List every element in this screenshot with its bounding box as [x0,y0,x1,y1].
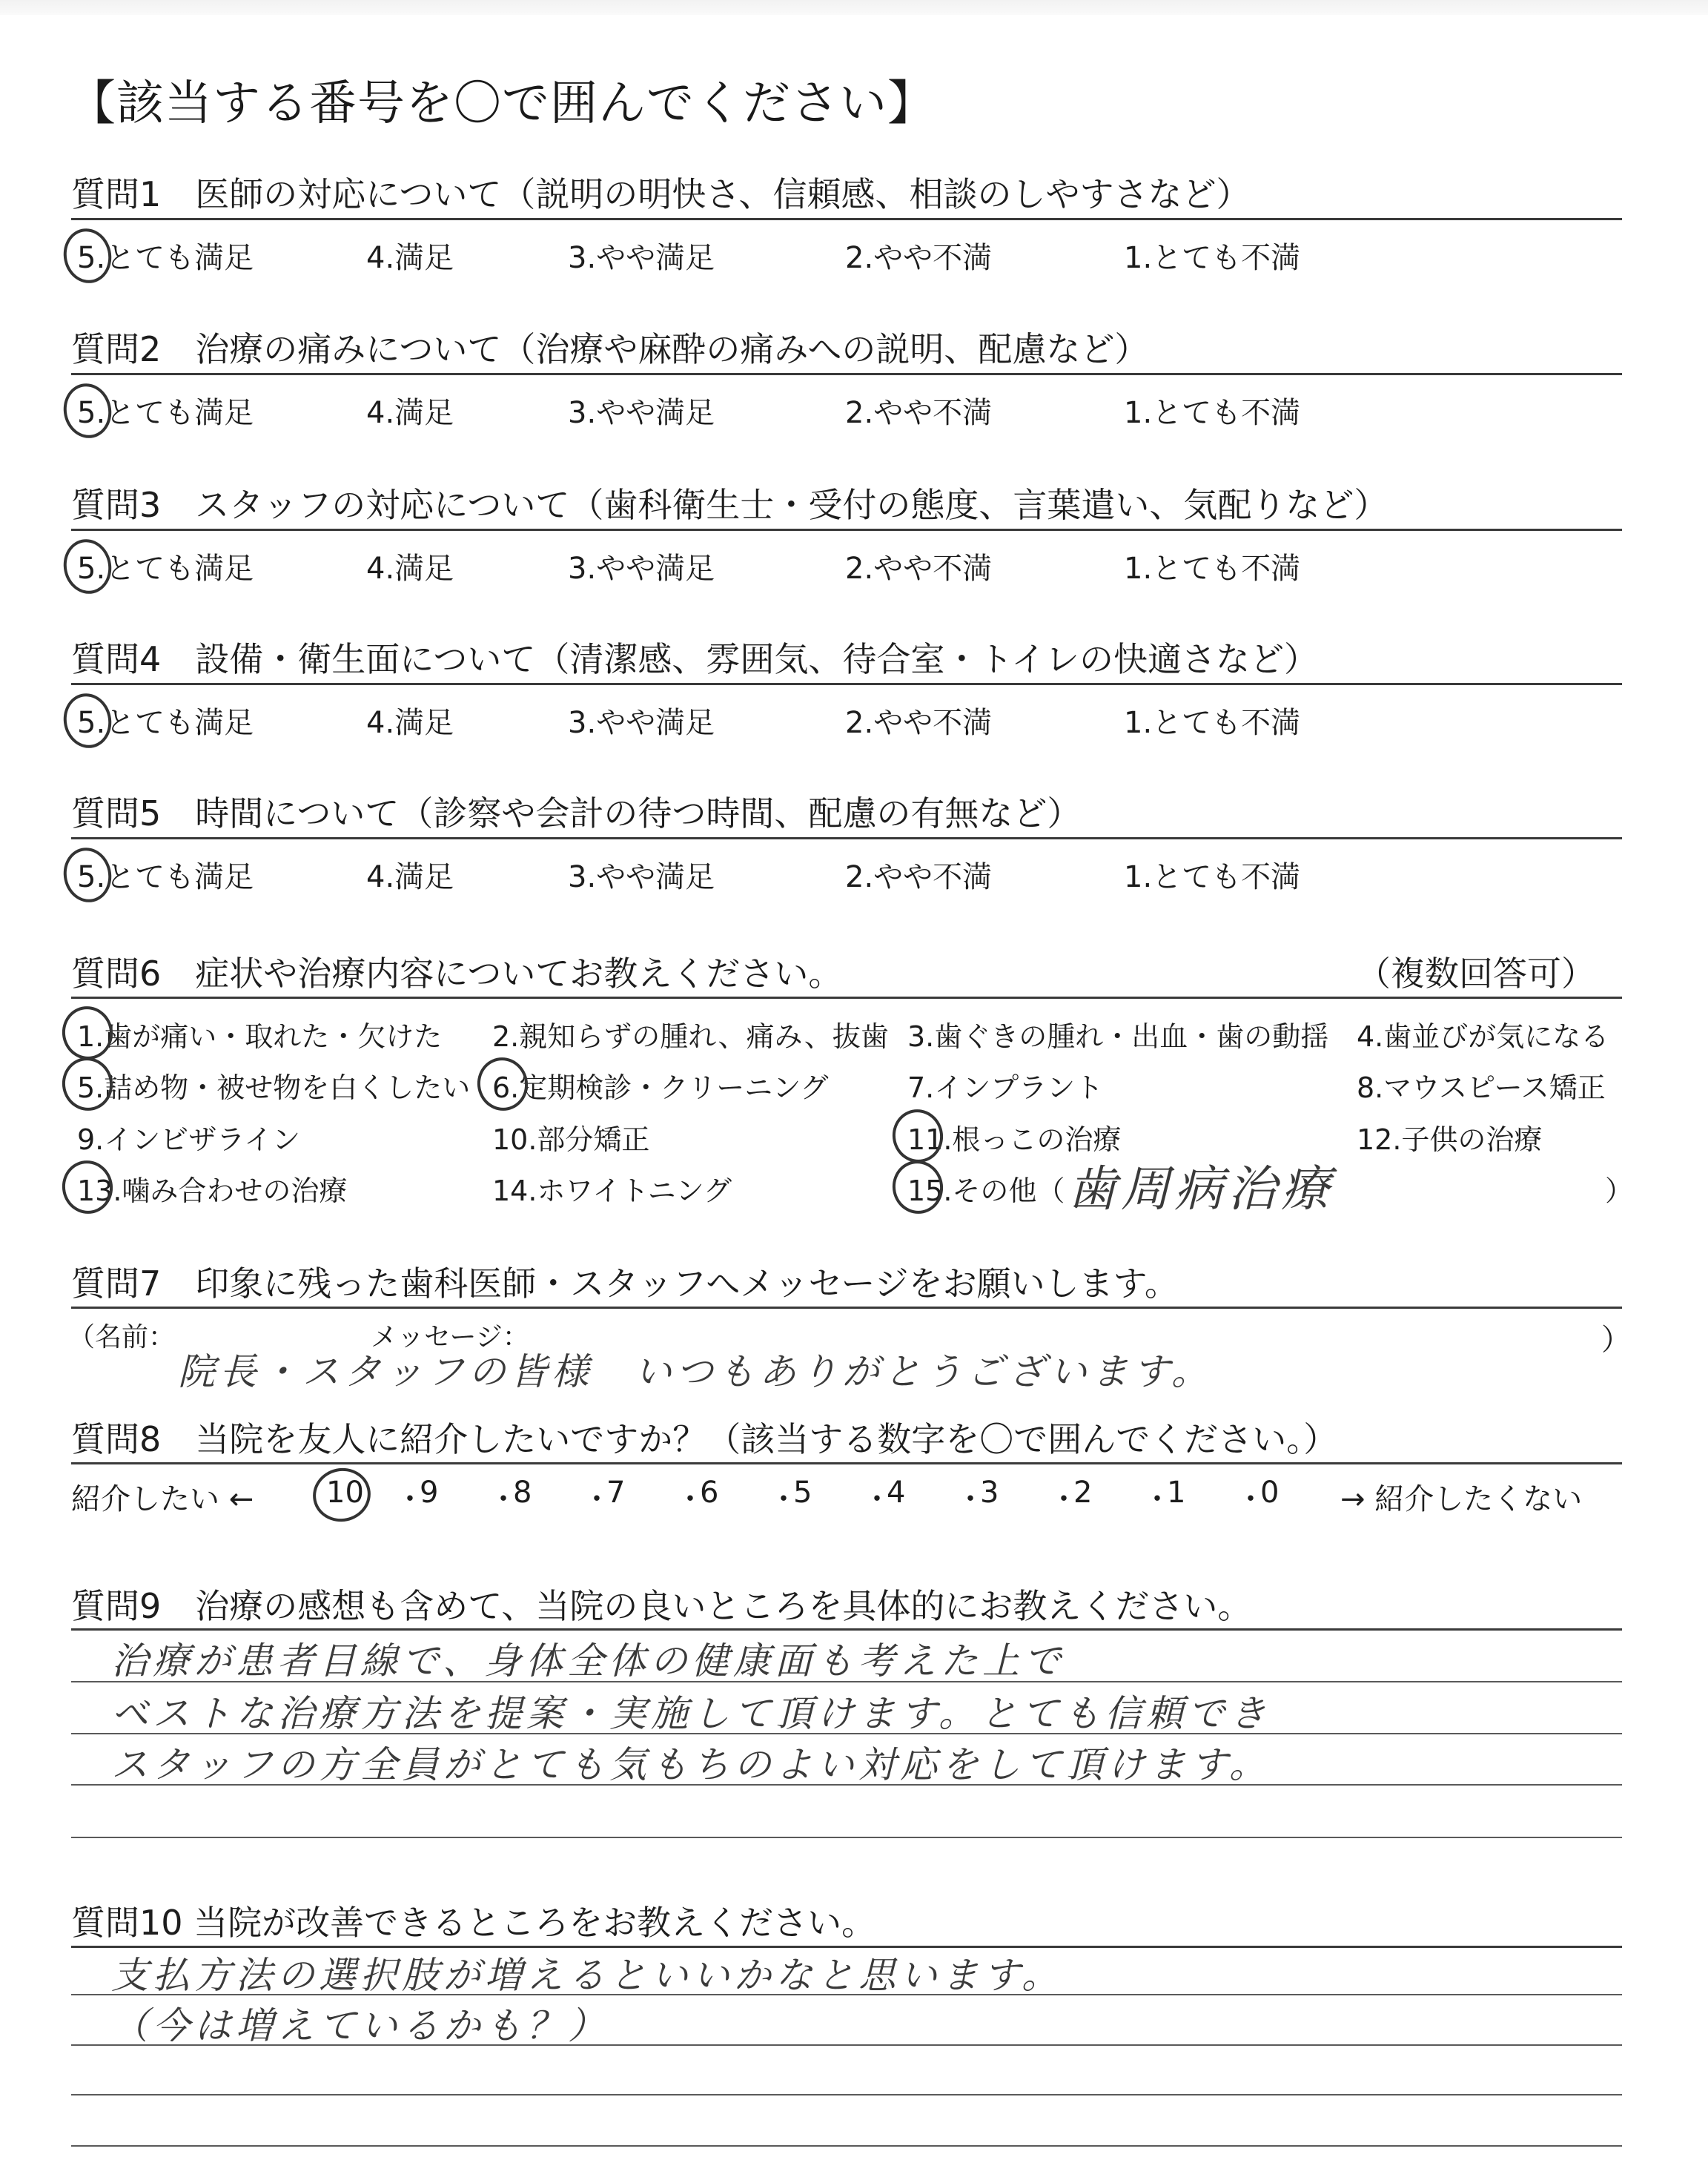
q7-name-label: （名前： [68,1322,176,1353]
q8-scale-dot: ・ [395,1482,425,1516]
q6-selection-circle [887,1105,947,1168]
q8-right-label: → 紹介したくない [1340,1482,1583,1516]
answer-circle [59,535,116,598]
answer-circle [59,843,116,907]
scan-top-edge [0,0,1708,15]
q8-scale-number: 1 [1167,1476,1186,1510]
q6-option: 1.歯が痛い・取れた・欠けた [77,1020,443,1053]
q6-option: 8.マウスピース矯正 [1357,1071,1606,1104]
q8-scale-dot: ・ [675,1482,705,1516]
q6-option: 11.根っこの治療 [907,1123,1122,1156]
q9-rule [71,1628,1622,1631]
q8-scale-number: 5 [793,1476,812,1510]
q8-scale-dot: ・ [582,1482,612,1516]
answer-option: 5.とても満足 [77,860,254,894]
question-title: 質問4 設備・衛生面について（清潔感、雰囲気、待合室・トイレの快適さなど） [71,639,1319,679]
answer-option: 5.とても満足 [77,552,254,586]
question-title: 質問1 医師の対応について（説明の明快さ、信頼感、相談のしやすさなど） [71,174,1251,214]
answer-option: 1.とても不満 [1124,552,1301,586]
question-rule [71,218,1622,220]
q6-option: 12.子供の治療 [1357,1123,1543,1156]
q6-option: 3.歯ぐきの腫れ・出血・歯の動揺 [907,1020,1329,1053]
q6-option: 5.詰め物・被せ物を白くしたい [77,1071,471,1104]
answer-option: 2.やや不満 [845,552,993,586]
writing-line [71,1837,1622,1838]
q8-scale-number: 2 [1073,1476,1093,1510]
q6-option: 10.部分矯正 [492,1123,650,1156]
writing-line [71,2094,1622,2095]
answer-option: 4.満足 [366,706,454,740]
answer-circle [59,379,116,443]
answer-option: 3.やや満足 [568,241,715,275]
q6-other-handwritten: 歯周病治療 [1068,1160,1334,1218]
question-rule [71,837,1622,839]
answer-option: 1.とても不満 [1124,706,1301,740]
q6-option: 9.インビザライン [77,1123,301,1156]
q7-message-label: メッセージ： [371,1322,529,1353]
answer-option: 5.とても満足 [77,241,254,275]
q8-left-label: 紹介したい ← [71,1482,254,1516]
handwritten-line: （今は増えているかも？） [111,2004,609,2047]
q6-selection-circle [472,1053,532,1116]
q8-selection-circle [308,1463,375,1527]
writing-line [71,2145,1622,2147]
q6-selection-circle [57,1053,117,1116]
q8-rule [71,1462,1622,1464]
question-rule [71,529,1622,531]
question-title: 質問3 スタッフの対応について（歯科衛生士・受付の態度、言葉遣い、気配りなど） [71,485,1388,525]
q6-option: 7.インプラント [907,1071,1104,1104]
q9-title: 質問9 治療の感想も含めて、当院の良いところを具体的にお教えください。 [71,1586,1252,1626]
question-title: 質問2 治療の痛みについて（治療や麻酔の痛みへの説明、配慮など） [71,329,1149,369]
answer-option: 5.とても満足 [77,706,254,740]
q8-scale-number: 9 [420,1476,439,1510]
q6-option: 14.ホワイトニング [492,1175,732,1207]
q6-note: （複数回答可） [1357,954,1595,994]
q8-scale-dot: ・ [862,1482,892,1516]
q6-option: ） [1605,1175,1634,1207]
answer-option: 2.やや不満 [845,706,993,740]
handwritten-line: 支払方法の選択肢が増えるといいかなと思います。 [111,1954,1063,1997]
q6-title: 質問6 症状や治療内容についてお教えください。 [71,954,843,994]
answer-option: 2.やや不満 [845,241,993,275]
answer-option: 4.満足 [366,396,454,430]
q8-title: 質問8 当院を友人に紹介したいですか？（該当する数字を〇で囲んでください。） [71,1419,1338,1459]
q6-option: 13.噛み合わせの治療 [77,1175,348,1207]
answer-circle [59,224,116,288]
q8-scale-dot: ・ [489,1482,518,1516]
answer-option: 4.満足 [366,241,454,275]
q8-scale-number: 0 [1260,1476,1280,1510]
q7-close: ） [1601,1323,1631,1357]
q8-scale-dot: ・ [1049,1482,1079,1516]
question-rule [71,373,1622,375]
page-header: 【該当する番号を〇で囲んでください】 [68,76,936,131]
handwritten-line: スタッフの方全員がとても気もちのよい対応をして頂けます。 [111,1743,1271,1786]
answer-option: 4.満足 [366,552,454,586]
answer-option: 3.やや満足 [568,706,715,740]
q7-handwritten-message: 院長・スタッフの皆様 いつもありがとうございます。 [178,1350,1213,1393]
q8-scale-dot: ・ [1142,1482,1172,1516]
answer-option: 2.やや不満 [845,396,993,430]
q7-rule [71,1307,1622,1309]
q10-title: 質問10 当院が改善できるところをお教えください。 [71,1903,876,1943]
q8-scale-dot: ・ [956,1482,985,1516]
q8-scale-number: 3 [980,1476,999,1510]
answer-option: 5.とても満足 [77,396,254,430]
handwritten-line: ベストな治療方法を提案・実施して頂けます。とても信頼でき [111,1692,1271,1735]
q8-scale-dot: ・ [1236,1482,1265,1516]
q8-scale-number: 8 [513,1476,532,1510]
q6-option: 2.親知らずの腫れ、痛み、抜歯 [492,1020,889,1053]
q6-option: 6.定期検診・クリーニング [492,1071,829,1104]
answer-option: 1.とても不満 [1124,860,1301,894]
answer-circle [59,689,116,753]
q6-selection-circle [887,1156,947,1219]
q7-title: 質問7 印象に残った歯科医師・スタッフへメッセージをお願いします。 [71,1264,1179,1304]
q8-scale-number: 10 [326,1476,364,1510]
q6-option: 4.歯並びが気になる [1357,1020,1609,1053]
q6-selection-circle [57,1002,117,1065]
q8-scale-number: 7 [606,1476,626,1510]
q6-selection-circle [57,1156,117,1219]
answer-option: 2.やや不満 [845,860,993,894]
q8-scale-number: 4 [887,1476,906,1510]
q6-rule [71,997,1622,999]
answer-option: 4.満足 [366,860,454,894]
question-title: 質問5 時間について（診察や会計の待つ時間、配慮の有無など） [71,793,1082,833]
handwritten-line: 治療が患者目線で、身体全体の健康面も考えた上で [111,1639,1065,1682]
q8-scale-dot: ・ [769,1482,798,1516]
answer-option: 3.やや満足 [568,396,715,430]
answer-option: 1.とても不満 [1124,396,1301,430]
answer-option: 3.やや満足 [568,860,715,894]
answer-option: 1.とても不満 [1124,241,1301,275]
answer-option: 3.やや満足 [568,552,715,586]
q8-scale-number: 6 [700,1476,719,1510]
q6-option: 15.その他（ [907,1175,1065,1207]
question-rule [71,683,1622,685]
